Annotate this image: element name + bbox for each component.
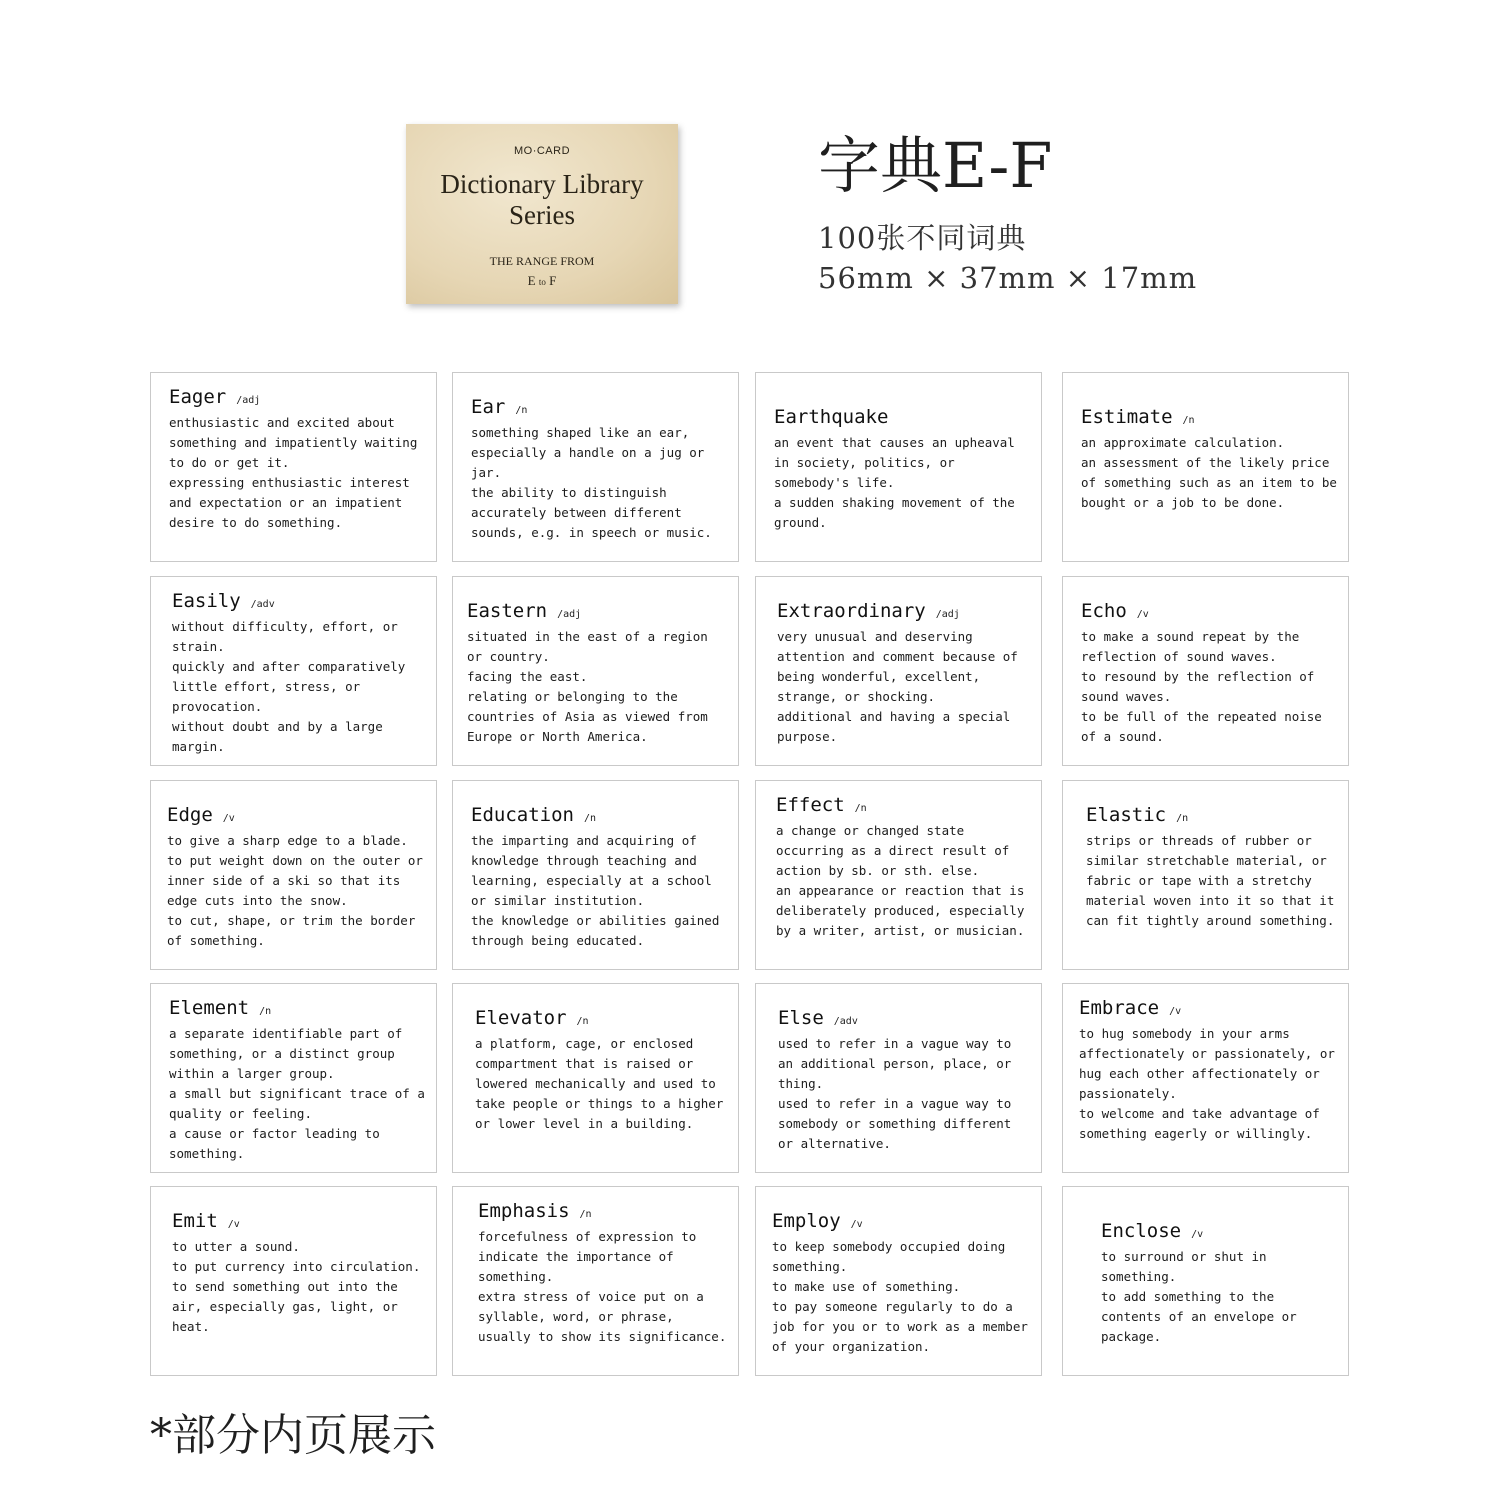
card-word (478, 1199, 728, 1227)
card-part-of-speech: /v (1191, 1229, 1204, 1240)
dictionary-card (150, 983, 437, 1173)
product-label-card (406, 124, 678, 304)
card-word (471, 803, 728, 831)
card-word-text: Embrace (1079, 997, 1160, 1019)
range-start: E (527, 273, 536, 288)
card-word (1079, 996, 1338, 1024)
card-part-of-speech: /v (227, 1219, 240, 1230)
card-definition: forcefulness of expression to indicate the importance of something. extra stress of voice put on a syllable, word, or phrase, usually to show its significance. (478, 1229, 727, 1344)
card-part-of-speech: /v (1136, 609, 1149, 620)
label-range-letters (406, 273, 678, 289)
dictionary-card (150, 780, 437, 970)
card-word-text: Employ (772, 1210, 841, 1232)
card-word (172, 589, 426, 617)
card-word (1086, 803, 1338, 831)
dictionary-card (1062, 780, 1349, 970)
card-definition: something shaped like an ear, especially a handle on a jug or jar. the ability to distinguish accurately between different sounds, e.g. in speech or music. (471, 425, 712, 540)
card-word (471, 395, 728, 423)
card-word-text: Elastic (1086, 804, 1167, 826)
product-count: 100张不同词典 (818, 221, 1027, 255)
card-part-of-speech: /n (515, 405, 528, 416)
card-definition: a separate identifiable part of something, or a distinct group within a larger group. a small but significant trace of a quality or feeling. a cause or factor leading to something. (169, 1026, 425, 1161)
card-part-of-speech: /adj (557, 609, 582, 620)
card-definition: to utter a sound. to put currency into circulation. to send something out into the air, especially gas, light, or heat. (172, 1239, 421, 1334)
dictionary-card (755, 1186, 1042, 1376)
card-word-text: Edge (167, 804, 213, 826)
dictionary-card (755, 780, 1042, 970)
card-word (475, 1006, 728, 1034)
card-part-of-speech: /v (222, 813, 235, 824)
dictionary-card (150, 576, 437, 766)
card-definition: an event that causes an upheaval in society, politics, or somebody's life. a sudden shaking movement of the ground. (774, 435, 1015, 530)
card-definition: to hug somebody in your arms affectionately or passionately, or hug each other affectionately or passionately. to welcome and take advantage of something eagerly or willingly. (1079, 1026, 1335, 1141)
card-definition: a change or changed state occurring as a direct result of action by sb. or sth. else. an appearance or reaction that is deliberately produced, especially by a writer, artist, or musician. (776, 823, 1025, 938)
card-part-of-speech: /v (1169, 1006, 1182, 1017)
card-word (772, 1209, 1031, 1237)
card-word (1081, 599, 1338, 627)
card-part-of-speech: /n (1182, 415, 1195, 426)
card-part-of-speech: /n (583, 813, 596, 824)
dictionary-card (150, 1186, 437, 1376)
card-word-text: Else (778, 1007, 824, 1029)
card-word (167, 803, 426, 831)
card-word-text: Emphasis (478, 1200, 570, 1222)
card-word-text: Eager (169, 386, 227, 408)
card-part-of-speech: /n (576, 1016, 589, 1027)
range-to: to (538, 277, 546, 287)
dictionary-card (755, 983, 1042, 1173)
dictionary-card (1062, 983, 1349, 1173)
card-definition: the imparting and acquiring of knowledge through teaching and learning, especially at a school or similar institution. the knowledge or abilities gained through being educated. (471, 833, 720, 948)
card-word-text: Ear (471, 396, 506, 418)
dictionary-card (755, 576, 1042, 766)
card-word (1081, 405, 1338, 433)
card-word (776, 793, 1031, 821)
card-part-of-speech: /n (259, 1006, 272, 1017)
dictionary-card (452, 576, 739, 766)
card-word-text: Effect (776, 794, 845, 816)
card-word (172, 1209, 426, 1237)
card-definition: to surround or shut in something. to add something to the contents of an envelope or package. (1101, 1249, 1297, 1344)
card-word-text: Estimate (1081, 406, 1173, 428)
label-title (406, 169, 678, 231)
dictionary-card (1062, 1186, 1349, 1376)
card-word-text: Eastern (467, 600, 548, 622)
card-definition: a platform, cage, or enclosed compartment that is raised or lowered mechanically and used to take people or things to a higher or lower level in a building. (475, 1036, 724, 1131)
card-word-text: Easily (172, 590, 241, 612)
card-definition: an approximate calculation. an assessment of the likely price of something such as an item to be bought or a job to be done. (1081, 435, 1337, 510)
card-word-text: Echo (1081, 600, 1127, 622)
card-word-text: Emit (172, 1210, 218, 1232)
card-word (777, 599, 1031, 627)
label-title-line1: Dictionary Library (440, 169, 644, 199)
card-part-of-speech: /adj (935, 609, 960, 620)
card-word-text: Earthquake (774, 406, 889, 428)
card-part-of-speech: /adv (833, 1016, 858, 1027)
card-definition: strips or threads of rubber or similar stretchable material, or fabric or tape with a stretchy material woven into it so that it can fit tightly around something. (1086, 833, 1335, 928)
card-part-of-speech: /adj (236, 395, 261, 406)
card-definition: to give a sharp edge to a blade. to put weight down on the outer or inner side of a ski so that its edge cuts into the snow. to cut, shape, or trim the border of something. (167, 833, 423, 948)
product-title: 字典E-F (818, 129, 1053, 202)
card-word (169, 996, 426, 1024)
dictionary-card (755, 372, 1042, 562)
card-word-text: Education (471, 804, 574, 826)
card-part-of-speech: /n (1176, 813, 1189, 824)
card-part-of-speech: /n (579, 1209, 592, 1220)
dictionary-card (150, 372, 437, 562)
card-part-of-speech: /v (850, 1219, 863, 1230)
card-definition: enthusiastic and excited about something and impatiently waiting to do or get it. expressing enthusiastic interest and expectation or an impatient desire to do something. (169, 415, 418, 530)
dictionary-card (452, 372, 739, 562)
card-word-text: Extraordinary (777, 600, 926, 622)
card-definition: very unusual and deserving attention and comment because of being wonderful, excellent, strange, or shocking. additional and having a special purpose. (777, 629, 1018, 744)
card-word-text: Elevator (475, 1007, 567, 1029)
card-word (467, 599, 728, 627)
card-definition: without difficulty, effort, or strain. quickly and after comparatively little effort, stress, or provocation. without doubt and by a large margin. (172, 619, 406, 754)
label-title-line2: Series (509, 200, 575, 230)
brand-name: MO·CARD (513, 145, 571, 157)
card-definition: to make a sound repeat by the reflection of sound waves. to resound by the reflection of sound waves. to be full of the repeated noise of a sound. (1081, 629, 1322, 744)
card-definition: used to refer in a vague way to an additional person, place, or thing. used to refer in a vague way to somebody or something different or alternative. (778, 1036, 1012, 1151)
card-definition: situated in the east of a region or country. facing the east. relating or belonging to the countries of Asia as viewed from Europe or North America. (467, 629, 708, 744)
range-end: F (549, 273, 557, 288)
card-word (169, 385, 426, 413)
card-part-of-speech: /n (854, 803, 867, 814)
card-word (774, 405, 1031, 433)
product-size: 56mm × 37mm × 17mm (818, 261, 1198, 295)
card-part-of-speech: /adv (250, 599, 275, 610)
card-word (1101, 1219, 1338, 1247)
label-range: THE RANGE FROM (489, 254, 595, 268)
card-word-text: Element (169, 997, 250, 1019)
card-definition: to keep somebody occupied doing something. to make use of something. to pay someone regularly to do a job for you or to work as a member of your organization. (772, 1239, 1028, 1354)
card-word (778, 1006, 1031, 1034)
dictionary-card (452, 983, 739, 1173)
dictionary-card (452, 780, 739, 970)
footer-note: *部分内页展示 (150, 1410, 436, 1461)
card-word-text: Enclose (1101, 1220, 1182, 1242)
dictionary-card (452, 1186, 739, 1376)
dictionary-card (1062, 372, 1349, 562)
dictionary-card (1062, 576, 1349, 766)
card-grid (150, 372, 1351, 1376)
